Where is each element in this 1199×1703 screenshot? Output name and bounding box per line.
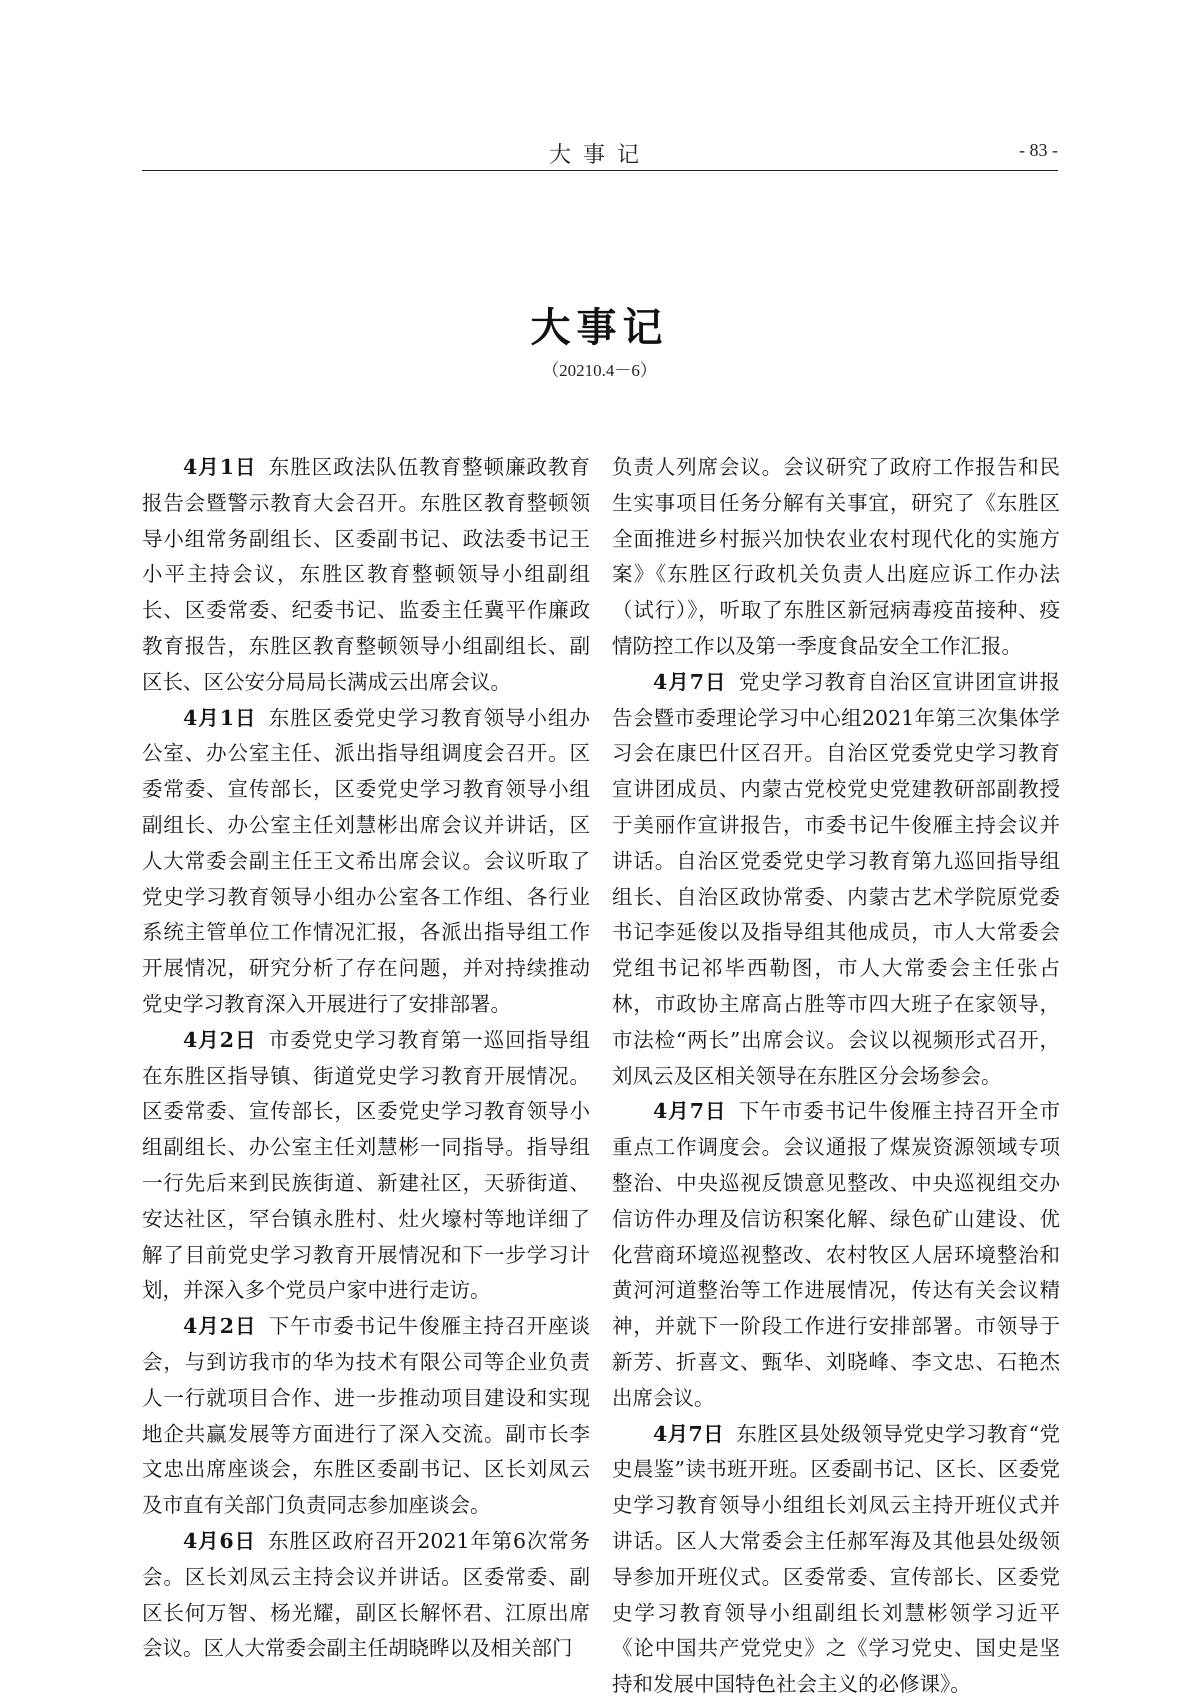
event-entry (142, 450, 590, 701)
event-text: 市委党史学习教育第一巡回指导组在东胜区指导镇、街道党史学习教育开展情况。区委常委、宣传部长，区委党史学习教育领导小组副组长、办公室主任刘慧彬一同指导。指导组一行先后来到民族街道、新建社区，天骄街道、安达社区，罕台镇永胜村、灶火壕村等地详细了解了目前党史学习教育开展情况和下一步学习计划，并深入多个党员户家中进行走访。 (142, 1027, 591, 1303)
event-date: 4月7日 (653, 1421, 725, 1446)
event-entry (612, 1417, 1060, 1703)
event-entry (612, 1094, 1060, 1416)
event-entry-continuation (612, 450, 1060, 665)
left-column (142, 450, 590, 1667)
article-date-range: （20210.4－6） (542, 361, 657, 380)
event-text: 下午市委书记牛俊雁主持召开座谈会，与到访我市的华为技术有限公司等企业负责人一行就项目合作、进一步推动项目建设和实现地企共赢发展等方面进行了深入交流。副市长李文忠出席座谈会，东胜区委副书记、区长刘凤云及市直有关部门负责同志参加座谈会。 (142, 1314, 591, 1518)
event-date: 4月2日 (183, 1027, 257, 1052)
event-text: 下午市委书记牛俊雁主持召开全市重点工作调度会。会议通报了煤炭资源领域专项整治、中央巡视反馈意见整改、中央巡视组交办信访件办理及信访积案化解、绿色矿山建设、优化营商环境巡视整改、农村牧区人居环境整治和黄河河道整治等工作进展情况，传达有关会议精神，并就下一阶段工作进行安排部署。市领导于新芳、折喜文、甄华、刘晓峰、李文忠、石艳杰出席会议。 (612, 1099, 1061, 1410)
event-entry (142, 1023, 590, 1309)
event-date: 4月1日 (183, 705, 257, 730)
event-date: 4月2日 (183, 1314, 257, 1339)
event-date: 4月6日 (183, 1528, 256, 1553)
event-text: 东胜区政府召开2021年第6次常务会。区长刘凤云主持会议并讲话。区委常委、副区长何万智、杨光耀，副区长解怀君、江原出席会议。区人大常委会副主任胡晓晔以及相关部门 (142, 1528, 590, 1661)
event-text: 东胜区委党史学习教育领导小组办公室、办公室主任、派出指导组调度会召开。区委常委、宣传部长，区委党史学习教育领导小组副组长、办公室主任刘慧彬出席会议并讲话，区人大常委会副主任王文希出席会议。会议听取了党史学习教育领导小组办公室各工作组、各行业系统主管单位工作情况汇报，各派出指导组工作开展情况，研究分析了存在问题，并对持续推动党史学习教育深入开展进行了安排部署。 (142, 705, 591, 1016)
event-text: 东胜区县处级领导党史学习教育“党史晨鉴”读书班开班。区委副书记、区长、区委党史学习教育领导小组组长刘凤云主持开班仪式并讲话。区人大常委会主任郝军海及其他县处级领导参加开班仪式。区委常委、宣传部长、区委党史学习教育领导小组副组长刘慧彬领学习近平《论中国共产党党史》之《学习党史、国史是坚持和发展中国特色社会主义的必修课》。 (612, 1421, 1060, 1697)
event-text: 负责人列席会议。会议研究了政府工作报告和民生实事项目任务分解有关事宜，研究了《东胜区全面推进乡村振兴加快农业农村现代化的实施方案》《东胜区行政机关负责人出庭应诉工作办法（试行）》，听取了东胜区新冠病毒疫苗接种、疫情防控工作以及第一季度食品安全工作汇报。 (612, 455, 1060, 658)
event-date: 4月7日 (653, 1099, 727, 1124)
running-title: 大事记 (548, 143, 651, 168)
event-date: 4月1日 (183, 455, 257, 479)
event-entry (142, 701, 590, 1023)
event-text: 党史学习教育自治区宣讲团宣讲报告会暨市委理论学习中心组2021年第三次集体学习会在康巴什区召开。自治区党委党史学习教育宣讲团成员、内蒙古党校党史党建教研部副教授于美丽作宣讲报告，市委书记牛俊雁主持会议并讲话。自治区党委党史学习教育第九巡回指导组组长、自治区政协常委、内蒙古艺术学院原党委书记李延俊以及指导组其他成员，市人大常委会党组书记祁毕西勒图，市人大常委会主任张占林，市政协主席高占胜等市四大班子在家领导，市法检“两长”出席会议。会议以视频形式召开，刘凤云及区相关领导在东胜区分会场参会。 (612, 669, 1061, 1088)
article-title: 大事记 (530, 304, 669, 351)
event-text: 东胜区政法队伍教育整顿廉政教育报告会暨警示教育大会召开。东胜区教育整顿领导小组常务副组长、区委副书记、政法委书记王小平主持会议，东胜区教育整顿领导小组副组长、区委常委、纪委书记、监委主任冀平作廉政教育报告，东胜区教育整顿领导小组副组长、副区长、区公安分局局长满成云出席会议。 (142, 455, 591, 694)
event-entry (612, 665, 1060, 1095)
event-entry (142, 1309, 590, 1524)
event-date: 4月7日 (653, 669, 727, 694)
event-entry (142, 1524, 590, 1667)
page-number: - 83 - (1019, 140, 1058, 160)
right-column (612, 450, 1060, 1703)
running-header (142, 130, 1058, 171)
